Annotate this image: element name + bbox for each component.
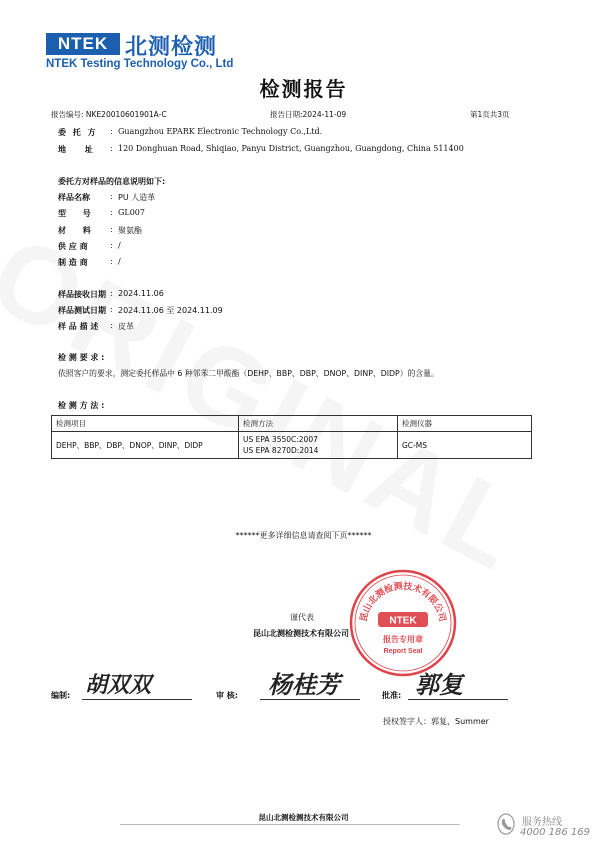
method-1: US EPA 3550C:2007 [243,435,318,444]
address-value: 120 Donghuan Road, Shiqiao, Panyu District, Guangzhou, Guangdong, China 511400 [118,144,464,153]
cell-instrument: GC-MS [398,432,532,459]
footer-company: 昆山北测检测技术有限公司 [258,813,349,822]
report-number: 报告编号: NKE20010601901A-C [51,110,167,119]
behalf-company: 昆山北测检测技术有限公司 [253,629,349,638]
receipt-date-value: 2024.11.06 [118,289,164,298]
ntek-logo: NTEK [46,33,120,55]
header-method: 检测方法 [239,416,398,432]
logo-cn-text: 北测检测 [125,35,218,60]
report-seal [348,568,458,678]
seal-bottom-text: 报告专用章 [383,635,423,644]
sample-value: PU 人造革 [118,193,156,202]
requirement-heading: 检 测 要 求 : [58,353,105,362]
description-value: 皮革 [118,322,134,331]
report-title: 检测报告 [259,77,348,101]
test-date-label: 样品测试日期 [58,306,106,315]
authorized-signer: 授权签字人：郭复，Summer [383,717,489,726]
review-label: 审 核: [216,691,238,700]
requirement-text: 依照客户的要求，测定委托样品中 6 种邻苯二甲酸酯（DEHP、BBP、DBP、DNOP、DINP、DIDP）的含量。 [58,369,439,378]
prepared-label: 编制: [51,691,71,700]
sample-intro: 委托方对样品的信息说明如下: [58,177,166,186]
review-signature: 杨桂芳 [268,670,340,699]
cell-method [239,432,398,459]
manufacturer-label: 制 造 商 [58,258,88,267]
approve-signature: 郭复 [415,670,463,699]
address-label: 地 址 [58,145,93,154]
description-label: 样 品 描 述 [58,322,99,331]
page-number: 第1页共3页 [470,110,510,119]
logo-en-text: NTEK Testing Technology Co., Ltd [46,58,234,70]
supplier-value: / [118,241,121,250]
method-2: US EPA 8270D:2014 [243,446,319,455]
report-date: 报告日期:2024-11-09 [270,110,347,119]
client-label: 委 托 方 [58,128,98,137]
manufacturer-value: / [118,257,121,266]
receipt-date-label: 样品接收日期 [58,290,106,299]
test-date-value: 2024.11.06 至 2024.11.09 [118,306,223,315]
details-note: ******更多详细信息请查阅下页****** [235,531,372,540]
method-heading: 检 测 方 法 : [58,401,105,410]
hotline-number: 4000 186 169 [520,827,590,838]
behalf-text: 谨代表 [290,613,314,622]
material-value: 聚氨酯 [118,226,142,235]
model-value: GL007 [118,208,145,217]
header-item: 检测项目 [52,416,239,432]
approve-label: 批准: [382,691,402,700]
seal-center-text: NTEK [389,615,417,627]
cell-item: DEHP、BBP、DBP、DNOP、DINP、DIDP [52,432,239,459]
method-table [51,415,532,459]
client-value: Guangzhou EPARK Electronic Technology Co.,Ltd. [118,127,323,136]
model-label: 型 号 [58,209,91,218]
supplier-label: 供 应 商 [58,242,88,251]
material-label: 材 料 [58,226,91,235]
prepared-signature: 胡双双 [85,672,152,698]
seal-en-text: Report Seal [383,648,423,655]
header-instrument: 检测仪器 [398,416,532,432]
phone-icon [496,812,516,836]
hotline-label: 服务热线 [522,817,562,828]
sample-label: 样品名称 [58,193,90,202]
seal-top-text: 昆山北测检测技术有限公司 [359,581,447,623]
